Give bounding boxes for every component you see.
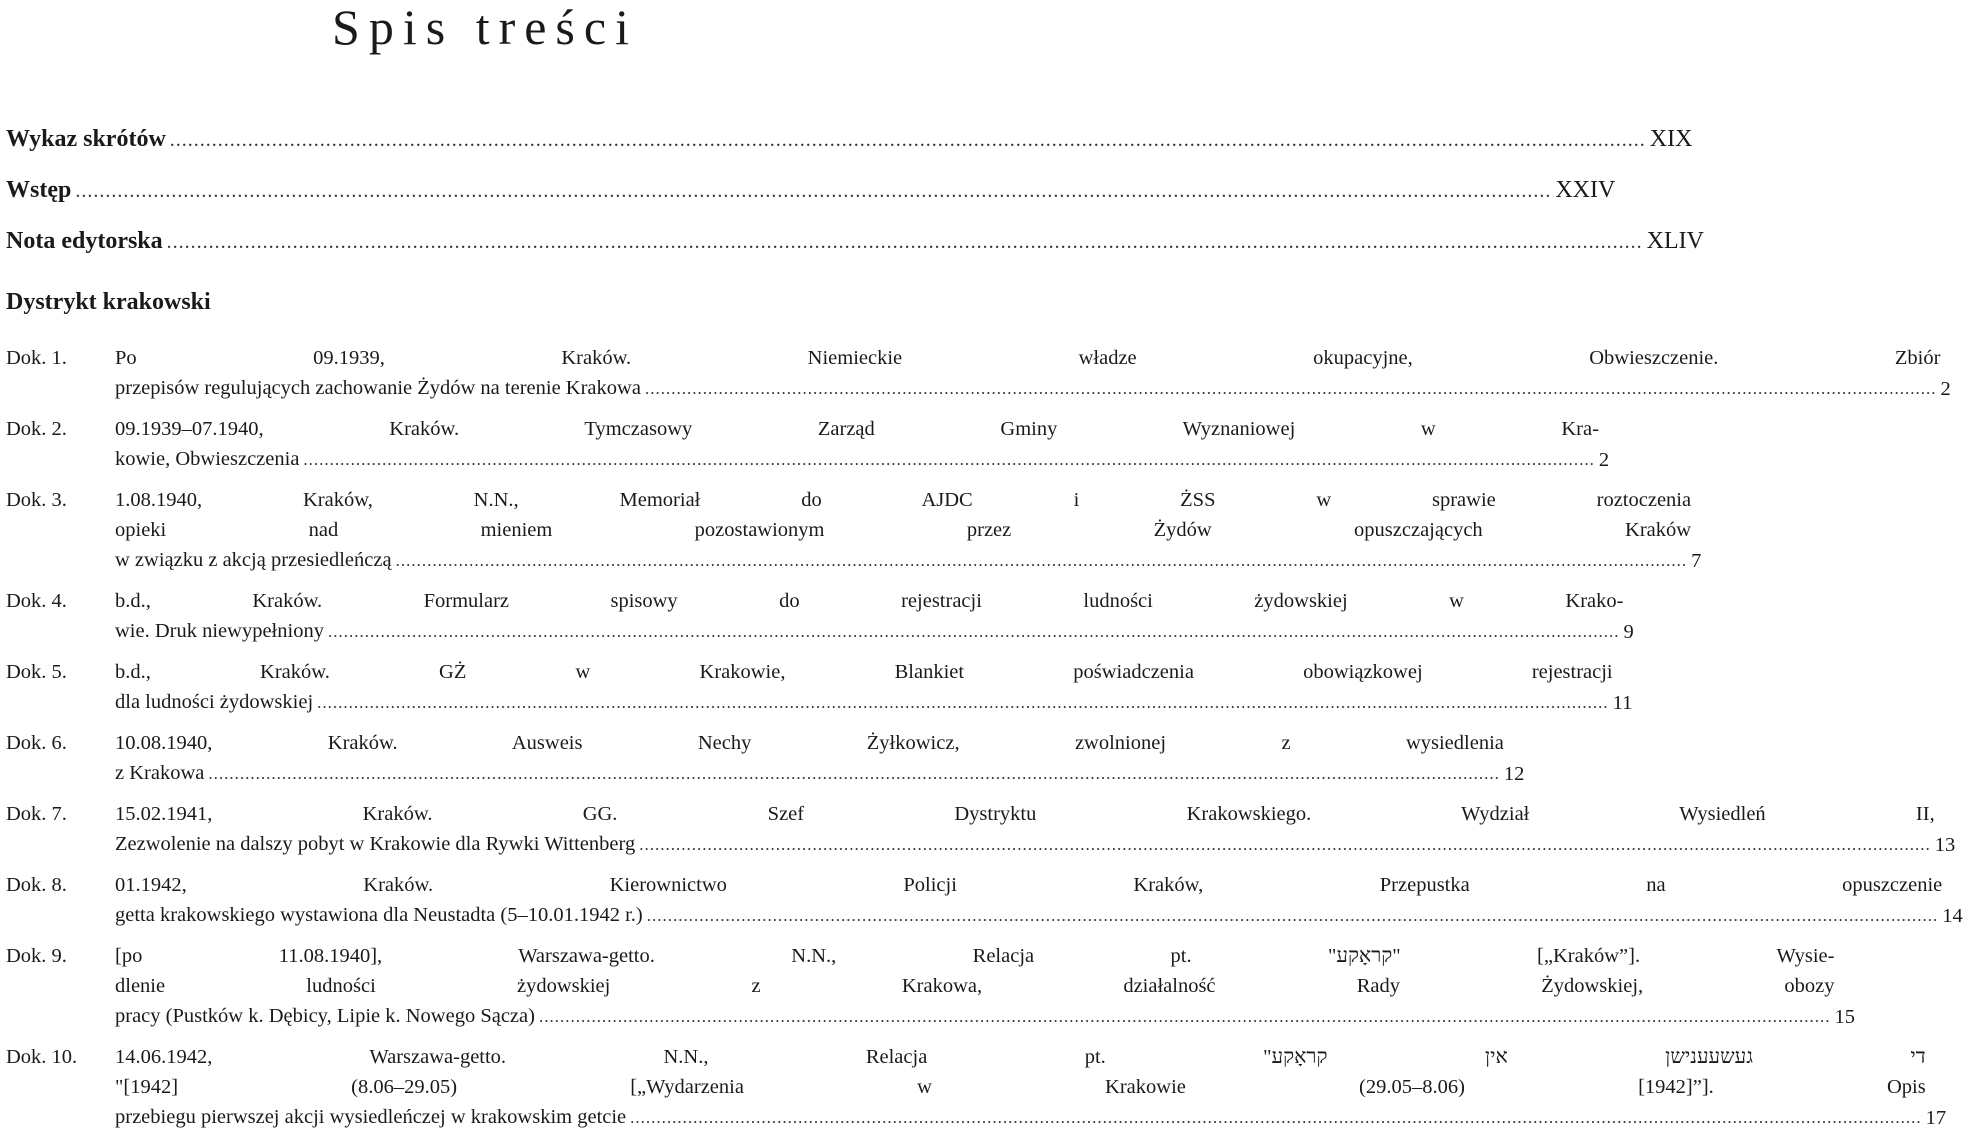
leader-dots (303, 445, 1595, 475)
document-description (115, 941, 1834, 1032)
document-number: Dok. 8. (6, 874, 67, 896)
document-page-number: 17 (1925, 1107, 1947, 1129)
toc-document-entry[interactable] (6, 485, 1702, 576)
document-page-number: 2 (1598, 449, 1610, 471)
description-line: [po 11.08.1940], Warszawa-getto. N.N., Relacja pt. "קראָקע" [„Kraków”]. Wysie- (115, 945, 1835, 967)
toc-entry[interactable] (6, 228, 1704, 279)
leader-dots (645, 374, 1937, 404)
document-page-number: 2 (1940, 378, 1951, 400)
front-matter-list (6, 126, 1704, 279)
description-line: b.d., Kraków. GŻ w Krakowie, Blankiet poświadczenia obowiązkowej rejestracji (115, 661, 1613, 683)
description-line: 1.08.1940, Kraków, N.N., Memoriał do AJDC i ŻSS w sprawie roztoczenia (115, 489, 1692, 511)
description-line: Zezwolenie na dalszy pobyt w Krakowie dla Rywki Wittenberg (115, 833, 636, 855)
description-line: "[1942] (8.06–29.05) [„Wydarzenia w Krakowie (29.05–8.06) [1942]”]. Opis (115, 1076, 1926, 1098)
document-page-number: 15 (1834, 1006, 1855, 1028)
toc-entry[interactable] (6, 177, 1616, 228)
description-line: Po 09.1939, Kraków. Niemieckie władze okupacyjne, Obwieszczenie. Zbiór (115, 347, 1941, 369)
document-page-number: 9 (1623, 621, 1634, 643)
toc-document-entry[interactable] (6, 941, 1855, 1032)
toc-entry-label: Wykaz skrótów (6, 126, 166, 152)
description-line: pracy (Pustków k. Dębicy, Lipie k. Nowego Sącza) (115, 1005, 535, 1027)
leader-dots (170, 129, 1646, 152)
toc-entry-page: XXIV (1555, 177, 1616, 203)
toc-document-entry[interactable] (6, 343, 1951, 404)
description-line: 01.1942, Kraków. Kierownictwo Policji Kraków, Przepustka na opuszczenie (115, 874, 1943, 896)
document-number: Dok. 7. (6, 803, 67, 825)
description-line: w związku z akcją przesiedleńczą (115, 549, 392, 571)
description-line: przebiegu pierwszej akcji wysiedleńczej w krakowskim getcie (115, 1106, 627, 1128)
document-page-number: 12 (1503, 763, 1525, 785)
description-line: b.d., Kraków. Formularz spisowy do rejestracji ludności żydowskiej w Krako- (115, 590, 1624, 612)
toc-entry-page: XLIV (1646, 228, 1704, 254)
toc-entry-label: Wstęp (6, 177, 72, 203)
leader-dots (396, 546, 1688, 576)
toc-document-entry[interactable] (6, 414, 1610, 475)
toc-document-entry[interactable] (6, 799, 1956, 860)
description-line: wie. Druk niewypełniony (115, 620, 324, 642)
description-line: 15.02.1941, Kraków. GG. Szef Dystryktu Krakowskiego. Wydział Wysiedleń II, (115, 803, 1935, 825)
description-line: dla ludności żydowskiej (115, 691, 314, 713)
toc-document-entry[interactable] (6, 728, 1525, 789)
document-number: Dok. 9. (6, 945, 67, 967)
document-description (115, 870, 1942, 931)
document-description (115, 799, 1935, 860)
document-number: Dok. 2. (6, 418, 67, 440)
toc-entry-label: Nota edytorska (6, 228, 163, 254)
document-number: Dok. 4. (6, 590, 67, 612)
toc-entry[interactable] (6, 126, 1693, 177)
leader-dots (317, 688, 1609, 718)
description-line: przepisów regulujących zachowanie Żydów na terenie Krakowa (115, 377, 641, 399)
toc-document-entry[interactable] (6, 1042, 1947, 1133)
page-title: Spis treści (332, 0, 638, 55)
leader-dots (75, 180, 1551, 203)
document-description (115, 728, 1504, 789)
document-number: Dok. 1. (6, 347, 67, 369)
document-description (115, 657, 1613, 718)
description-line: z Krakowa (115, 762, 205, 784)
toc-document-entry[interactable] (6, 870, 1963, 931)
document-page-number: 11 (1612, 692, 1633, 714)
leader-dots (208, 759, 1500, 789)
leader-dots (639, 830, 1931, 860)
leader-dots (647, 901, 1939, 931)
document-description (115, 485, 1691, 576)
document-number: Dok. 10. (6, 1046, 78, 1068)
toc-document-entry[interactable] (6, 657, 1633, 718)
document-description (115, 1042, 1926, 1133)
description-line: 10.08.1940, Kraków. Ausweis Nechy Żyłkowicz, zwolnionej z wysiedlenia (115, 732, 1504, 754)
document-number: Dok. 3. (6, 489, 67, 511)
document-number: Dok. 5. (6, 661, 67, 683)
description-line: kowie, Obwieszczenia (115, 448, 300, 470)
toc-document-entry[interactable] (6, 586, 1634, 647)
description-line: getta krakowskiego wystawiona dla Neustadta (5–10.01.1942 r.) (115, 904, 643, 926)
document-description (115, 343, 1940, 404)
description-line: 14.06.1942, Warszawa-getto. N.N., Relacja pt. "די געשעענישן אין קראָקע (115, 1046, 1926, 1068)
leader-dots (328, 617, 1620, 647)
document-page-number: 7 (1691, 550, 1702, 572)
document-description (115, 586, 1623, 647)
document-page-number: 14 (1942, 905, 1963, 927)
document-list (6, 343, 1963, 1143)
description-line: opieki nad mieniem pozostawionym przez Żydów opuszczających Kraków (115, 519, 1692, 541)
document-page-number: 13 (1934, 834, 1956, 856)
leader-dots (630, 1103, 1922, 1133)
leader-dots (539, 1002, 1831, 1032)
section-heading: Dystrykt krakowski (6, 289, 211, 315)
document-description (115, 414, 1599, 475)
toc-entry-page: XIX (1649, 126, 1693, 152)
document-number: Dok. 6. (6, 732, 67, 754)
description-line: dlenie ludności żydowskiej z Krakowa, działalność Rady Żydowskiej, obozy (115, 975, 1835, 997)
description-line: 09.1939–07.1940, Kraków. Tymczasowy Zarząd Gminy Wyznaniowej w Kra- (115, 418, 1599, 440)
leader-dots (167, 231, 1643, 254)
